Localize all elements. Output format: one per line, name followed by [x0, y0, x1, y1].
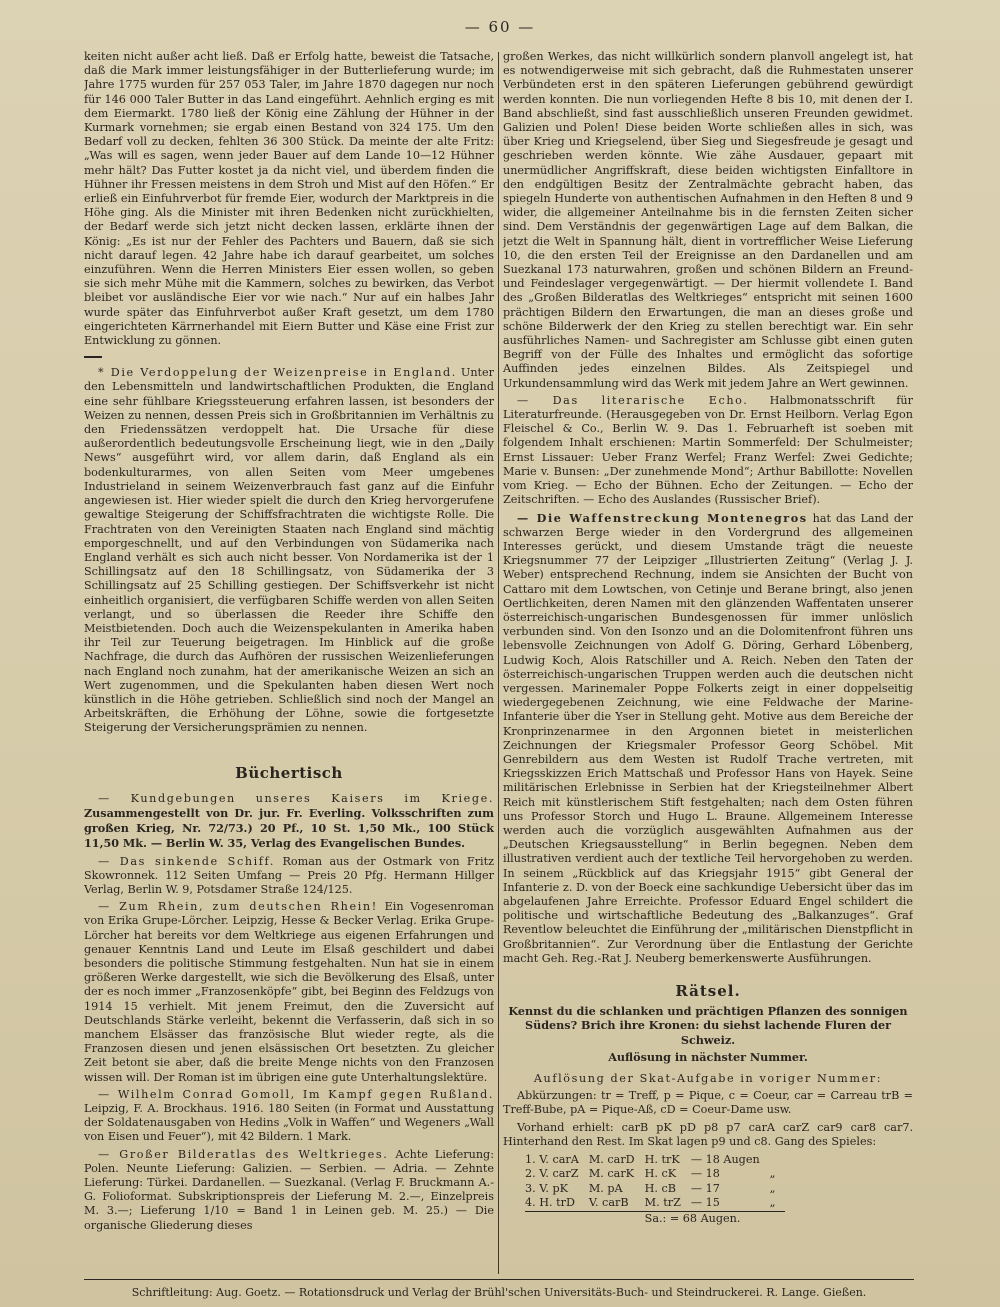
book-entry-heading: — Das sinkende Schiff. — [98, 854, 276, 868]
book-entry-heading: — Kundgebungen unseres Kaisers im Kriege. — [98, 791, 494, 805]
table-cell: M. carK — [588, 1167, 635, 1181]
table-cell — [589, 1211, 645, 1226]
imprint-footer: Schriftleitung: Aug. Goetz. — Rotationsdruck und Verlag der Brühl'schen Universitäts-Buch- und Steindruckerei. R. Lange. Gießen. — [84, 1279, 914, 1299]
table-cell: „ — [769, 1167, 776, 1181]
book-entry — [84, 855, 494, 898]
riddle-text: Kennst du die schlanken und prächtigen Pflanzen des sonnigen Südens? Brich ihre Kronen: du siehst lachende Fluren der Schweiz. — [508, 1004, 908, 1047]
skat-game-table — [525, 1153, 785, 1226]
table-row — [525, 1211, 785, 1226]
column-divider — [498, 52, 499, 1274]
skat-sum: Sa.: = 68 Augen. — [645, 1211, 786, 1226]
book-entry — [84, 1148, 494, 1233]
table-cell: H. cK — [644, 1167, 677, 1181]
table-cell: 3. V. pK — [525, 1181, 568, 1195]
separator — [84, 356, 102, 358]
skat-abbreviations: Abkürzungen: tr = Treff, p = Pique, c = Coeur, car = Carreau trB = Treff-Bube, pA = Pique-Aß, cD = Coeur-Dame usw. — [503, 1089, 913, 1117]
article-montenegro — [503, 511, 913, 967]
table-cell: M. carD — [588, 1153, 635, 1167]
book-entry-heading: — Großer Bilderatlas des Weltkrieges. — [98, 1147, 389, 1161]
table-cell — [525, 1211, 589, 1226]
table-row — [525, 1182, 785, 1196]
skat-heading: Auflösung der Skat-Aufgabe in voriger Nummer: — [533, 1072, 883, 1086]
book-entry-body: Ein Vogesenroman von Erika Grupe-Lörcher. Leipzig, Hesse & Becker Verlag. Erika Grupe-Lörcher hat bereits vor dem Weltkriege aus eigenen Erfahrungen und genauer Kenntnis Land und Leute im Elsaß geschildert und dabei besonders die politische Stimmung festgehalten. Nun hat sie in einem größeren Werke dargestellt, wie sich die Bevölkerung des Elsaß, unter der es noch immer „Franzosenköpfe“ gibt, bei Beginn des Feldzugs von 1914 15 verhielt. Mit jenem Freimut, den die Zuversicht auf Deutschlands Stärke verleiht, bekennt die Verfasserin, daß sich in so manchem Elsässer das französische Blut wieder regte, als die Franzosen diesen und jenen elsässischen Ort besetzten. Zu gleicher Zeit betont sie aber, daß die breite Menge nichts von den Franzosen wissen will. Der Roman ist im übrigen eine gute Unterhaltungslektüre. — [84, 900, 494, 1084]
page-number: — 60 — — [464, 18, 536, 36]
table-row — [525, 1153, 785, 1167]
article-heading: — Das literarische Echo. — [517, 393, 749, 407]
article-wheat — [84, 366, 494, 735]
book-entry-body: Zusammengestellt von Dr. jur. Fr. Everling. Volksschriften zum großen Krieg, Nr. 72/73.) 20 Pf., 10 St. 1,50 Mk., 100 Stück 11,50 Mk. — Berlin W. 35, Verlag des Evangelischen Bundes. — [84, 805, 494, 851]
skat-vorhand: Vorhand erhielt: carB pK pD p8 p7 carA carZ car9 car8 car7. Hinterhand den Rest. Im Skat lagen p9 und c8. Gang des Spieles: — [503, 1120, 913, 1148]
table-cell: V. carB — [588, 1196, 629, 1210]
book-entry-body: Roman aus der Ostmark von Fritz Skowronnek. 112 Seiten Umfang — Preis 20 Pfg. Hermann Hillger Verlag, Berlin W. 9, Potsdamer Straße 124/125. — [84, 854, 494, 896]
table-cell: M. trZ — [644, 1196, 681, 1210]
table-cell: — 18 Augen — [690, 1153, 760, 1167]
book-entry-body: Leipzig, F. A. Brockhaus. 1916. 180 Seiten (in Format und Ausstattung der Soldatenausgaben von Hedins „Volk in Waffen“ und Wegeners „Wall von Eisen und Feuer“), mit 42 Bildern. 1 Mark. — [84, 1102, 494, 1144]
table-cell: H. trK — [644, 1153, 680, 1167]
section-title-buechertisch: Büchertisch — [235, 763, 343, 782]
left-column — [84, 50, 494, 1272]
table-cell: 2. V. carZ — [525, 1167, 579, 1181]
book-entry-heading: — Wilhelm Conrad Gomoll, Im Kampf gegen Rußland. — [98, 1087, 494, 1101]
table-cell: M. pA — [588, 1181, 623, 1195]
article-milk-eggs: keiten nicht außer acht ließ. Daß er Erfolg hatte, beweist die Tatsache, daß die Mark immer leistungsfähiger in der Butterlieferung wurde; im Jahre 1775 wurden für 257 053 Taler, im Jahre 1870 dagegen nur noch für 146 000 Taler Butter in das Land eingeführt. Aehnlich erging es mit dem Eiermarkt. 1780 ließ der König eine Zählung der Hühner in der Kurmark vornehmen; sie ergab einen Bestand von 324 175. Um den Bedarf voll zu decken, fehlten 36 300 Stück. Da meinte der alte Fritz: „Was will es sagen, wenn jeder Bauer auf dem Lande 10—12 Hühner mehr hält? Das Futter kostet ja da nicht viel, und überdem finden die Hühner ihr Fressen meistens in dem Stroh und Mist auf den Höfen.“ Er erließ ein Einfuhrverbot für fremde Eier, wodurch der Marktpreis in die Höhe ging. Als die Minister mit ihren Bedenken nicht zurückhielten, der Bedarf werde sich jetzt nicht decken lassen, erklärte ihnen der König: „Es ist nur der Fehler des Pachters und Bauern, daß sie sich nicht darauf legen. 42 Jahre habe ich darauf gearbeitet, um solches einzuführen. Wenn die Herren Ministers Eier essen wollen, so geben sie sich mehr Mühe mit die Kammern, solches zu bewirken, das Verbot bleibet vor ausländische Eier vor wie nach.“ Nur auf ein halbes Jahr wurde später das Einfuhrverbot außer Kraft gesetzt, um dem 1780 eingerichteten Kärrnerhandel mit Eiern Butter und Käse eine Frist zur Entwicklung zu gönnen. — [84, 50, 494, 348]
article-literarisches-echo — [503, 394, 913, 508]
section-title-raetsel: Rätsel. — [675, 982, 741, 1000]
book-entry-heading: — Zum Rhein, zum deutschen Rhein! — [98, 900, 378, 914]
table-cell: „ — [769, 1196, 776, 1210]
table-cell: — 17 — [690, 1181, 720, 1195]
right-column — [503, 50, 913, 1272]
table-cell: H. cB — [644, 1181, 677, 1195]
book-entry — [84, 792, 494, 852]
article-body: hat das Land der schwarzen Berge wieder in den Vordergrund des allgemeinen Interesses gerückt, und diesem Umstande trägt die neueste Kriegsnummer 77 der Leipziger „Illustrierten Zeitung“ (Verlag J. J. Weber) entsprechend Rechnung, indem sie Ansichten der Bucht von Cattaro mit dem Lowtschen, von Cetinje und Berane bringt, also jenen Oertlichkeiten, deren Namen mit den glänzenden Waffentaten unserer österreichisch-ungarischen Bundesgenossen für immer unlöslich verbunden sind. Von den Isonzo und an die Dolomitenfront führen uns lebensvolle Zeichnungen von Adolf G. Döring, Gerhard Löbenberg, Ludwig Koch, Alois Ratschiller und A. Reich. Neben den Taten der österreichisch-ungarischen Truppen werden auch die deutschen nicht vergessen. Marinemaler Poppe Folkerts zeigt in einer doppelseitig wiedergegebenen Zeichnung, wie eine Feldwache der Marine-Infanterie über die Yser in Stellung geht. Motive aus dem Bereiche der Kronprinzenarmee in den Argonnen bietet in meisterlichen Zeichnungen der Kriegsmaler Professor Georg Schöbel. Mit Genrebildern aus dem Westen ist Rudolf Trache vertreten, mit Kriegsskizzen Erich Mattschaß und Professor Hans von Hayek. Seine militärischen Erlebnisse in Serbien hat der Kriegsteilnehmer Albert Reich mit künstlerischem Stift festgehalten; nach dem Osten führen uns Professor Storch und Hugo L. Braune. Allgemeinem Interesse werden auch die vorzüglich ausgewählten Aufnahmen aus der „Deutschen Kriegsausstellung“ in Berlin begegnen. Neben dem illustrativen verdient auch der textliche Teil hervorgehoben zu werden. In seinem „Rückblick auf das Kriegsjahr 1915“ gibt General der Infanterie z. D. von der Boeck eine sachkundige Uebersicht über das im abgelaufenen Jahre Erreichte. Professor Eduard Engel schildert die politische und wirtschaftliche Bedeutung des „Balkanzuges“. Graf Reventlow beleuchtet die Einführung der „militärischen Dienstpflicht in Großbritannien“. Zur Verordnung über die Entlastung der Gerichte macht Geh. Reg.-Rat J. Neuberg bemerkenswerte Ausführungen. — [503, 511, 913, 965]
article-bilderatlas-continued: großen Werkes, das nicht willkürlich sondern planvoll angelegt ist, hat es notwendigerweise mit sich gebracht, daß die Ruhmestaten unserer Verbündeten erst in den späteren Lieferungen gebührend gewürdigt werden konnten. Die nun vorliegenden Hefte 8 bis 10, mit denen der I. Band abschließt, sind fast ausschließlich unseren Freunden gewidmet. Galizien und Polen! Diese beiden Worte schließen alles in sich, was über Krieg und Kriegselend, über Sieg und Siegesfreude je gesagt und geschrieben werden könnte. Wie zähe Ausdauer, gepaart mit unermüdlicher Angriffskraft, diese beiden wichtigsten Einfalltore in den endgültigen Besitz der Zentralmächte gebracht haben, das spiegeln Hunderte von authentischen Aufnahmen in den Heften 8 und 9 wider, die allgemeiner Anteilnahme bis in die fernsten Zeiten sicher sind. Dem Verständnis der gegenwärtigen Lage auf dem Balkan, die jetzt die Welt in Spannung hält, dient in vortrefflicher Weise Lieferung 10, die den ersten Teil der Ereignisse an den Dardanellen und am Suezkanal 173 naturwahren, großen und schönen Bildern an Freund- und Feindeslager vergegenwärtigt. — Der hiermit vollendete I. Band des „Großen Bilderatlas des Weltkrieges“ entspricht mit seinen 1600 prächtigen Bildern den Erwartungen, die man an dieses große und schöne Bilderwerk der den Krieg zu stellen berechtigt war. Ein sehr ausführliches Namen- und Sachregister am Schlusse gibt einen guten Begriff von der Fülle des Inhaltes und ermöglicht das sofortige Auffinden jedes einzelnen Bildes. Als Zeitspiegel und Urkundensammlung wird das Werk mit jedem Jahre an Wert gewinnen. — [503, 50, 913, 390]
book-entry — [84, 1088, 494, 1145]
article-heading: — Die Waffenstreckung Montenegros — [517, 510, 808, 525]
table-cell: — 15 — [690, 1196, 720, 1210]
riddle-note: Auflösung in nächster Nummer. — [608, 1049, 808, 1064]
table-cell: 4. H. trD — [525, 1196, 575, 1210]
table-cell — [770, 1153, 786, 1167]
table-row — [525, 1167, 785, 1181]
table-cell: „ — [769, 1181, 776, 1195]
article-wheat-body: Unter den Lebensmitteln und landwirtschaftlichen Produkten, die England eine sehr fühlbare Kriegssteuerung erfahren lassen, ist besonders der Weizen zu nennen, dessen Preis sich in Großbritannien im Verhältnis zu den Friedenssätzen verdoppelt hat. Die Ursache für diese außerordentlich bedeutungsvolle Erscheinung liegt, wie in den „Daily News“ ausgeführt wird, vor allem darin, daß England als ein bodenkulturarmes, von allen Seiten vom Meer umgebenes Industrieland in seinem Weizenverbrauch fast ganz auf die Einfuhr angewiesen ist. Hier wieder spielt die durch den Krieg hervorgerufene gewaltige Steigerung der Schiffsfrachtraten die wichtigste Rolle. Die Frachtraten von den Vereinigten Staaten nach England sind mächtig emporgeschnellt, und auf den Verbindungen von Südamerika nach England verhält es sich auch nicht besser. Von Nordamerika ist der 1 Schillingsatz auf den 18 Schillingsatz, von Südamerika der 3 Schillingsatz auf 25 Schilling gestiegen. Der Schiffsverkehr ist nicht einheitlich organisiert, die verfügbaren Schiffe werden von allen Seiten verlangt, und so überlassen die Reeder ihre Schiffe den Meistbietenden. Doch auch die Weizenspekulanten in Amerika haben ihr Teil zur Teuerung beigetragen. Im Hinblick auf die große Nachfrage, die durch das Aufhören der russischen Weizenlieferungen nach England noch zunahm, hat der amerikanische Weizen an sich an Wert zugenommen, und die Spekulanten haben diesen Wert noch künstlich in die Höhe getrieben. Schließlich sind noch der Mangel an Arbeitskräften, die Erhöhung der Löhne, sowie die fortgesetzte Steigerung der Versicherungsprämien zu nennen. — [84, 366, 494, 735]
table-row — [525, 1196, 785, 1211]
table-cell: 1. V. carA — [525, 1153, 579, 1167]
book-entry — [84, 900, 494, 1085]
table-cell: — 18 — [690, 1167, 720, 1181]
article-wheat-heading: * Die Verdoppelung der Weizenpreise in England. — [98, 366, 457, 380]
article-body: Halbmonatsschrift für Literaturfreunde. (Herausgegeben von Dr. Ernst Heilborn. Verlag Egon Fleischel & Co., Berlin W. 9. Das 1. Februarheft ist soeben mit folgendem Inhalt erschienen: Martin Sommerfeld: Der Schulmeister; Ernst Lissauer: Ueber Franz Werfel; Franz Werfel: Zwei Gedichte; Marie v. Bunsen: „Der zunehmende Mond“; Arthur Babillotte: Novellen vom Krieg. — Echo der Bühnen. Echo der Zeitungen. — Echo der Zeitschriften. — Echo des Auslandes (Russischer Brief). — [503, 393, 913, 507]
book-entry-body: Achte Lieferung: Polen. Neunte Lieferung: Galizien. — Serbien. — Adria. — Zehnte Lieferung: Türkei. Dardanellen. — Suezkanal. (Verlag F. Bruckmann A.-G. Folioformat. Subskriptionspreis der Lieferung M. 2.—, Einzelpreis M. 3.—; Lieferung 1/10 = Band 1 in Leinen geb. M. 25.) — Die organische Gliederung dieses — [84, 1147, 494, 1232]
